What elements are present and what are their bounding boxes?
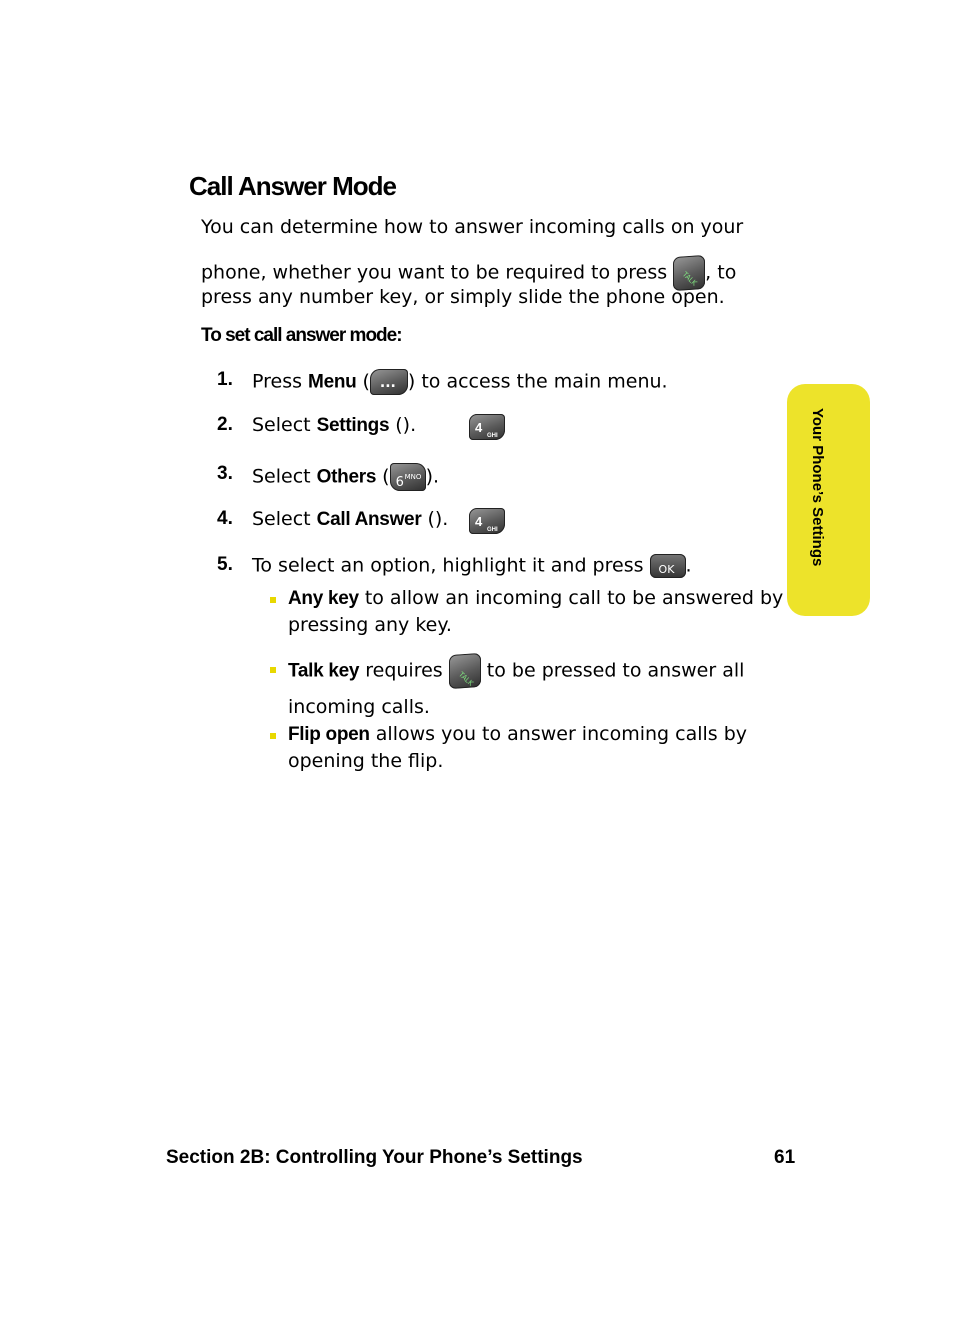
step-paren: ( [421, 508, 435, 530]
side-tab-label: Your Phone’s Settings [809, 408, 826, 567]
step-paren: ( [356, 370, 370, 393]
step-number: 4. [217, 508, 233, 529]
menu-key-icon [370, 369, 408, 395]
key-4-icon [469, 508, 505, 534]
bullet-line-2: pressing any key. [288, 614, 452, 636]
bullet-bold-label: Flip open [288, 724, 370, 745]
step-number: 5. [217, 554, 233, 575]
step-suffix: ). [434, 508, 449, 530]
ok-key-label: OK [658, 563, 675, 576]
step-prefix: To select an option, highlight it and press [252, 554, 644, 577]
key-digit: 4 [475, 514, 483, 529]
step-suffix: . [685, 554, 692, 577]
intro-line-2-text: phone, whether you want to be required to press [201, 261, 668, 284]
page-number: 61 [774, 1147, 796, 1168]
talk-key-label: TALK [456, 670, 475, 688]
bullet-bold-label: Any key [288, 588, 359, 609]
step-number: 3. [217, 463, 233, 484]
footer-section-title: Section 2B: Controlling Your Phone’s Settings [166, 1147, 583, 1168]
key-digit: 6 [395, 475, 404, 490]
step-suffix: ) to access the main menu. [407, 370, 668, 393]
intro-line-3: press any number key, or simply slide the phone open. [201, 286, 725, 308]
bullet-line-1: allows you to answer incoming calls by [369, 723, 748, 745]
step-prefix: Select [252, 414, 317, 436]
step-text [252, 554, 692, 578]
bullet-marker [270, 733, 276, 739]
step-text [252, 463, 439, 491]
intro-line-1: You can determine how to answer incoming calls on your [201, 216, 744, 238]
bullet-line-1: to allow an incoming call to be answered by [358, 587, 784, 609]
bullet-text [288, 654, 788, 721]
step-prefix: Select [252, 465, 317, 488]
menu-key-glyph: ... [379, 375, 396, 391]
step-bold-label: Menu [308, 371, 357, 393]
step-text [252, 508, 498, 533]
section-side-tab [787, 384, 870, 616]
ok-key-icon [650, 554, 686, 578]
bullet-text [288, 585, 788, 639]
step-bold-label: Settings [316, 415, 390, 436]
bullet-marker [270, 667, 276, 673]
key-letters: GHI [487, 527, 498, 533]
step-paren: ( [389, 414, 403, 436]
step-paren: ( [376, 465, 390, 488]
step-suffix: ). [425, 465, 440, 488]
bullet-bold-label: Talk key [288, 660, 360, 682]
step-bold-label: Call Answer [316, 509, 422, 530]
bullet-line-2: incoming calls. [288, 696, 430, 718]
step-prefix: Press [252, 370, 309, 393]
talk-key-icon [449, 653, 481, 689]
bullet-text [288, 721, 788, 775]
key-6-icon [390, 463, 426, 491]
step-number: 1. [217, 369, 233, 390]
procedure-heading: To set call answer mode: [201, 325, 402, 346]
talk-key-label: TALK [680, 270, 699, 288]
step-bold-label: Others [316, 466, 377, 488]
bullet-marker [270, 597, 276, 603]
key-letters: GHI [487, 433, 498, 439]
step-prefix: Select [252, 508, 317, 530]
step-suffix: ). [402, 414, 417, 436]
bullet-line-1: requires [359, 659, 443, 682]
step-text [252, 414, 498, 439]
bullet-line-1-end: to be pressed to answer all [480, 659, 745, 682]
intro-line-2 [201, 256, 736, 290]
key-letters: MNO [404, 473, 422, 481]
intro-line-2-end: , to [705, 261, 737, 284]
page-title: Call Answer Mode [189, 171, 396, 201]
key-digit: 4 [475, 420, 483, 435]
key-4-icon [469, 414, 505, 440]
bullet-line-2: opening the flip. [288, 750, 444, 772]
step-number: 2. [217, 414, 233, 435]
step-text [252, 369, 668, 395]
